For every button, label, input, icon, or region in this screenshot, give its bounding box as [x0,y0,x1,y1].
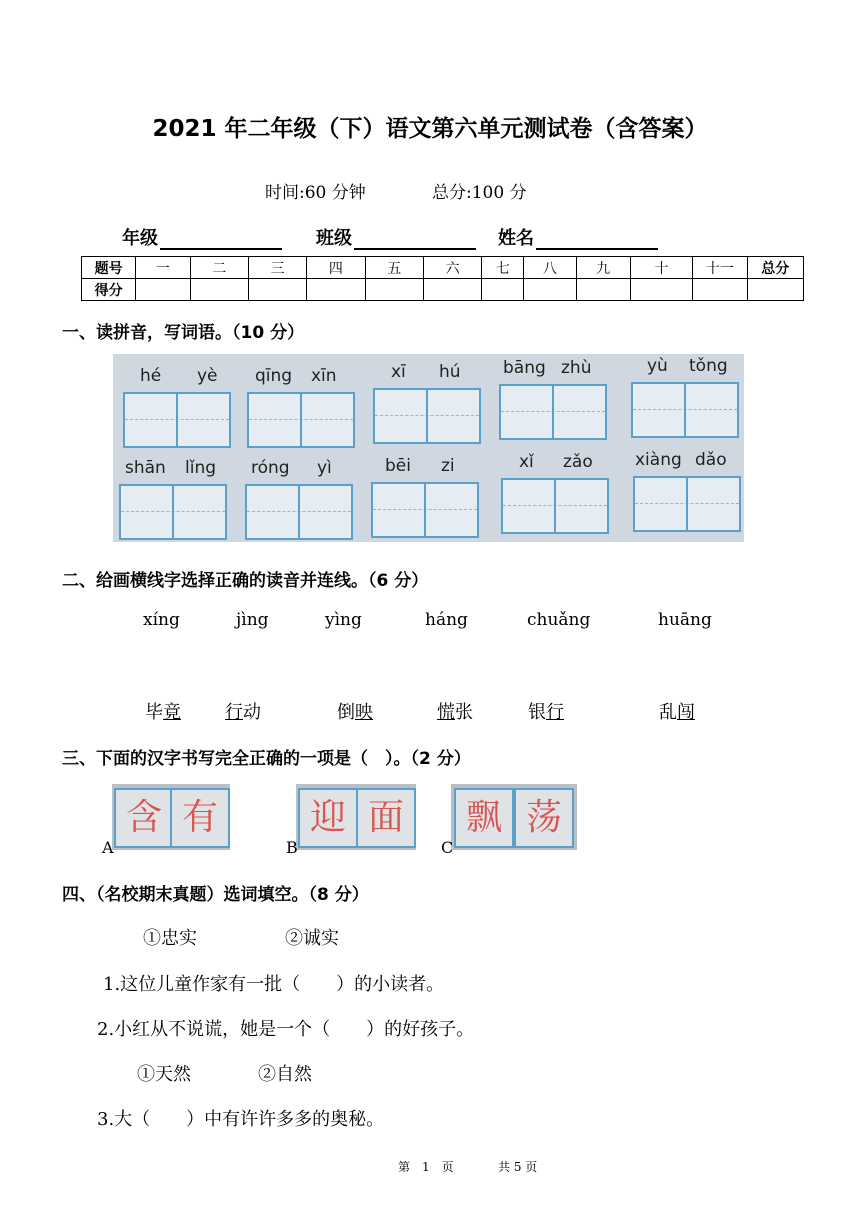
writing-box[interactable] [633,476,741,532]
writing-box[interactable] [371,482,479,538]
pinyin-syllable: qīng [255,366,293,386]
score-col: 三 [248,257,306,279]
word-option[interactable] [225,698,261,724]
writing-box[interactable] [123,392,231,448]
underlined-char: 慌 [437,702,455,723]
score-cell[interactable] [524,279,576,301]
class-field [316,224,476,250]
word-char: 张 [455,702,473,723]
hanzi-cell: 飘 [454,788,514,848]
pinyin-syllable: dǎo [695,450,727,470]
pinyin-syllable: yù [647,356,668,376]
score-col: 十一 [693,257,747,279]
writing-box[interactable] [501,478,609,534]
word-choice: ②自然 [258,1064,312,1085]
total-score: 总分:100 分 [432,183,527,203]
score-value-row [82,279,804,301]
word-choice: ①天然 [137,1064,191,1085]
word-option[interactable] [145,698,181,724]
word-option[interactable] [659,698,695,724]
writing-box[interactable] [247,392,355,448]
writing-box[interactable] [499,384,607,440]
option-b-image[interactable] [296,784,416,850]
time-limit: 时间:60 分钟 [265,183,366,203]
pinyin-option[interactable]: yìng [325,610,362,630]
page-number: 第 1 页 [398,1160,454,1174]
class-blank[interactable] [354,230,476,250]
score-col: 一 [136,257,190,279]
section-3-heading: 三、下面的汉字书写完全正确的一项是（ ）。（2 分） [62,749,471,769]
underlined-char: 行 [546,702,564,723]
writing-box[interactable] [373,388,481,444]
option-c-label[interactable]: C [441,838,454,857]
pinyin-syllable: lǐng [185,458,217,478]
underlined-char: 行 [225,702,243,723]
section-4-heading: 四、（名校期末真题）选词填空。（8 分） [62,885,369,905]
hanzi-cell: 迎 [298,788,358,848]
option-a-image[interactable] [112,784,230,850]
score-cell[interactable] [482,279,524,301]
score-cell[interactable] [423,279,481,301]
score-cell[interactable] [307,279,365,301]
pinyin-option[interactable]: jìng [236,610,269,630]
option-c-image[interactable] [451,784,577,850]
word-option[interactable] [528,698,564,724]
score-col: 五 [365,257,423,279]
pinyin-syllable: yè [197,366,218,386]
pinyin-syllable: zǎo [563,452,593,472]
pinyin-option[interactable]: xíng [143,610,180,630]
grade-field [122,224,282,250]
section-1-heading: 一、读拼音，写词语。（10 分） [62,323,305,343]
question-2: 2.小红从不说谎，她是一个（ ）的好孩子。 [97,1019,475,1040]
word-char: 乱 [659,702,677,723]
word-choice: ①忠实 [143,928,197,949]
score-row-label: 得分 [82,279,136,301]
score-cell[interactable] [630,279,692,301]
word-char: 银 [528,702,546,723]
name-label: 姓名 [498,228,534,249]
pinyin-syllable: hú [439,362,461,382]
pinyin-option[interactable]: chuǎng [527,610,591,630]
name-field [498,224,658,250]
pinyin-syllable: bāng [503,358,546,378]
score-row-label: 题号 [82,257,136,279]
writing-box[interactable] [631,382,739,438]
name-blank[interactable] [536,230,658,250]
underlined-char: 闯 [677,702,695,723]
score-cell[interactable] [190,279,248,301]
score-cell[interactable] [136,279,190,301]
score-col: 十 [630,257,692,279]
score-col: 六 [423,257,481,279]
class-label: 班级 [316,228,352,249]
hanzi-cell: 有 [170,788,230,848]
underlined-char: 映 [355,702,373,723]
word-char: 毕 [145,702,163,723]
score-cell[interactable] [248,279,306,301]
pinyin-syllable: xiàng [635,450,682,470]
pinyin-syllable: xǐ [519,452,534,472]
pinyin-syllable: xī [391,362,406,382]
score-table [81,256,804,301]
pinyin-syllable: xīn [311,366,337,386]
pinyin-syllable: zi [441,456,455,476]
option-a-label[interactable]: A [102,838,114,857]
score-col-total: 总分 [747,257,803,279]
score-col: 二 [190,257,248,279]
underlined-char: 竟 [163,702,181,723]
word-option[interactable] [337,698,373,724]
grade-blank[interactable] [160,230,282,250]
word-char: 倒 [337,702,355,723]
pinyin-syllable: bēi [385,456,411,476]
pinyin-option[interactable]: háng [425,610,468,630]
word-choice: ②诚实 [285,928,339,949]
hanzi-cell: 荡 [514,788,574,848]
pinyin-syllable: tǒng [689,356,728,376]
writing-box[interactable] [119,484,227,540]
score-col: 八 [524,257,576,279]
score-cell[interactable] [747,279,803,301]
section-2-heading: 二、给画横线字选择正确的读音并连线。（6 分） [62,571,429,591]
score-cell[interactable] [576,279,630,301]
page-total: 共 5 页 [498,1160,538,1174]
score-cell[interactable] [693,279,747,301]
word-option[interactable] [437,698,473,724]
score-cell[interactable] [365,279,423,301]
pinyin-option[interactable]: huāng [658,610,712,630]
word-char: 动 [243,702,261,723]
score-col: 九 [576,257,630,279]
score-col: 四 [307,257,365,279]
writing-box[interactable] [245,484,353,540]
page-title: 2021 年二年级（下）语文第六单元测试卷（含答案） [152,116,708,142]
question-3: 3.大（ ）中有许许多多的奥秘。 [97,1109,385,1130]
pinyin-syllable: zhù [561,358,592,378]
pinyin-syllable: róng [251,458,290,478]
hanzi-cell: 面 [356,788,416,848]
option-b-label[interactable]: B [286,838,298,857]
pinyin-writing-grid [113,354,744,542]
score-header-row [82,257,804,279]
pinyin-syllable: shān [125,458,166,478]
pinyin-syllable: yì [317,458,332,478]
pinyin-syllable: hé [140,366,162,386]
score-col: 七 [482,257,524,279]
grade-label: 年级 [122,228,158,249]
hanzi-cell: 含 [114,788,174,848]
question-1: 1.这位儿童作家有一批（ ）的小读者。 [103,974,445,995]
